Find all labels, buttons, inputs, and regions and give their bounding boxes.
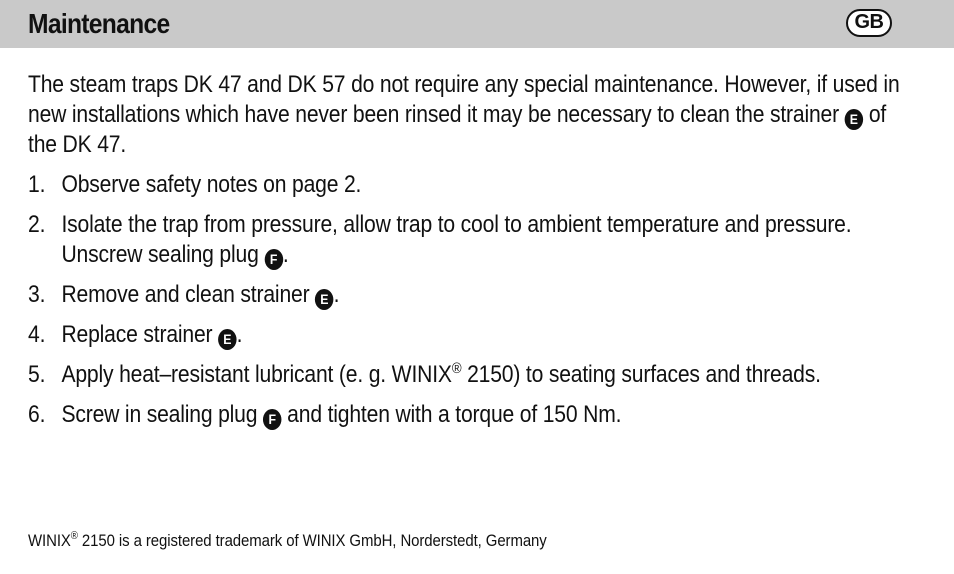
step-text-end: 2150) to seating surfaces and threads.: [461, 361, 821, 388]
step-text: Observe safety notes on page 2.: [61, 171, 362, 198]
step-text-end: .: [333, 281, 340, 308]
page-title: Maintenance: [28, 8, 170, 39]
intro-text: The steam traps DK 47 and DK 57 do not require any special maintenance. However, if used in new installations which have never been rinsed it may be necessary to clean the strainer: [28, 71, 900, 128]
language-badge: GB: [846, 9, 892, 37]
step-3: [28, 280, 908, 310]
step-2: [28, 210, 908, 270]
intro-text-end: of the DK 47.: [28, 101, 887, 158]
sealing-plug-marker-icon: F: [263, 409, 281, 430]
step-5: [28, 360, 908, 390]
sealing-plug-marker-icon: F: [264, 249, 282, 270]
step-text: Apply heat–resistant lubricant (e. g. WINIX: [61, 361, 452, 388]
section-header: [0, 0, 954, 48]
registered-mark: ®: [451, 360, 462, 377]
step-number: 4.: [28, 321, 46, 348]
strainer-marker-icon: E: [218, 329, 236, 350]
step-number: 5.: [28, 361, 46, 388]
intro-paragraph: [28, 70, 908, 160]
step-number: 6.: [28, 401, 46, 428]
registered-mark: ®: [70, 530, 78, 542]
step-text: Replace strainer: [61, 321, 219, 348]
step-number: 3.: [28, 281, 46, 308]
step-number: 2.: [28, 211, 46, 238]
step-text: Remove and clean strainer: [61, 281, 316, 308]
step-text-end: .: [282, 241, 289, 268]
footnote-text: 2150 is a registered trademark of WINIX GmbH, Norderstedt, Germany: [77, 531, 547, 550]
strainer-marker-icon: E: [845, 109, 863, 130]
footnote-brand: WINIX: [28, 531, 71, 550]
step-text: Isolate the trap from pressure, allow trap to cool to ambient temperature and pressure. Unscrew sealing plug: [61, 211, 852, 268]
step-4: [28, 320, 908, 350]
step-number: 1.: [28, 171, 46, 198]
step-text: Screw in sealing plug: [61, 401, 264, 428]
strainer-marker-icon: E: [315, 289, 333, 310]
maintenance-content: [28, 70, 908, 440]
step-6: [28, 400, 908, 430]
step-1: [28, 170, 908, 200]
step-text-end: and tighten with a torque of 150 Nm.: [281, 401, 622, 428]
maintenance-steps: [28, 170, 908, 430]
trademark-footnote: [28, 531, 547, 551]
step-text-end: .: [236, 321, 243, 348]
